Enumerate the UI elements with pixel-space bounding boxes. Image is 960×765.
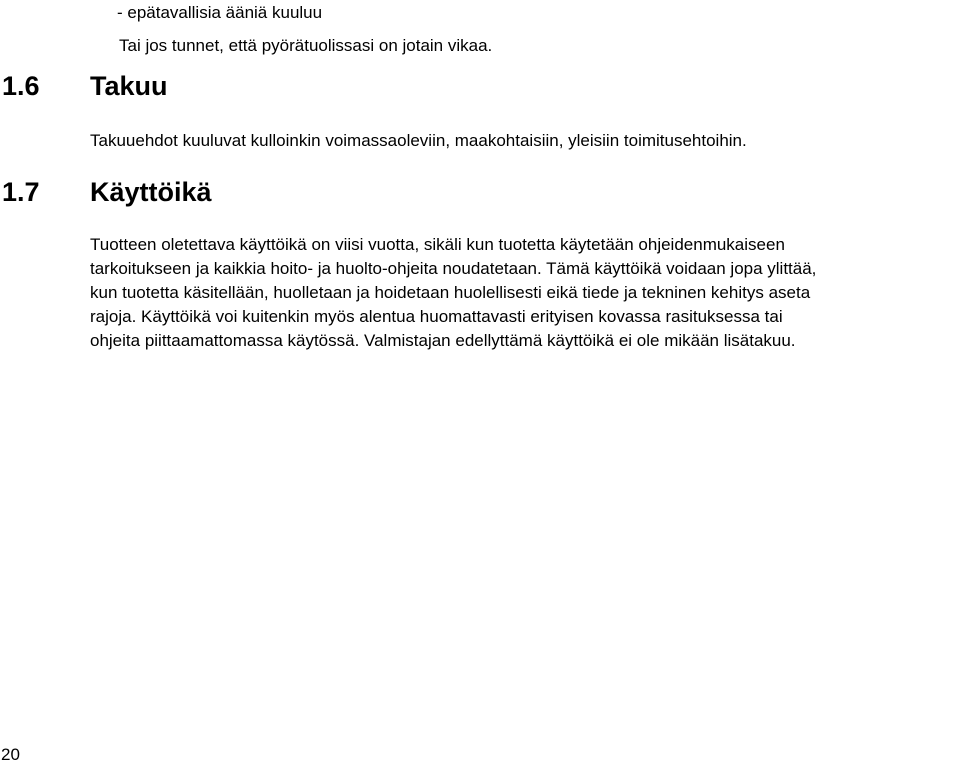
paragraph-line: Tuotteen oletettava käyttöikä on viisi vuotta, sikäli kun tuotetta käytetään ohjeidenmukaiseen [90, 235, 785, 254]
page-number: 20 [1, 745, 20, 764]
section-number: 1.6 [2, 71, 40, 101]
section-number: 1.7 [2, 177, 40, 207]
section-paragraph-kayttoika [90, 233, 958, 353]
paragraph-line: rajoja. Käyttöikä voi kuitenkin myös alentua huomattavasti erityisen kovassa rasituksessa tai [90, 307, 783, 326]
intro-bullet-line: - epätavallisia ääniä kuuluu [117, 3, 323, 22]
section-title: Käyttöikä [90, 177, 212, 207]
intro-sentence: Tai jos tunnet, että pyörätuolissasi on jotain vikaa. [119, 36, 493, 55]
section-paragraph-takuu [90, 129, 958, 153]
paragraph-line: kun tuotetta käsitellään, huolletaan ja hoidetaan huolellisesti eikä tiede ja tekninen kehitys aseta [90, 283, 811, 302]
section-title: Takuu [90, 71, 168, 101]
paragraph-line: Takuuehdot kuuluvat kulloinkin voimassaoleviin, maakohtaisiin, yleisiin toimitusehtoihin. [90, 131, 747, 150]
paragraph-line: tarkoitukseen ja kaikkia hoito- ja huolto-ohjeita noudatetaan. Tämä käyttöikä voidaan jopa ylittää, [90, 259, 817, 278]
paragraph-line: ohjeita piittaamattomassa käytössä. Valmistajan edellyttämä käyttöikä ei ole mikään lisätakuu. [90, 331, 796, 350]
